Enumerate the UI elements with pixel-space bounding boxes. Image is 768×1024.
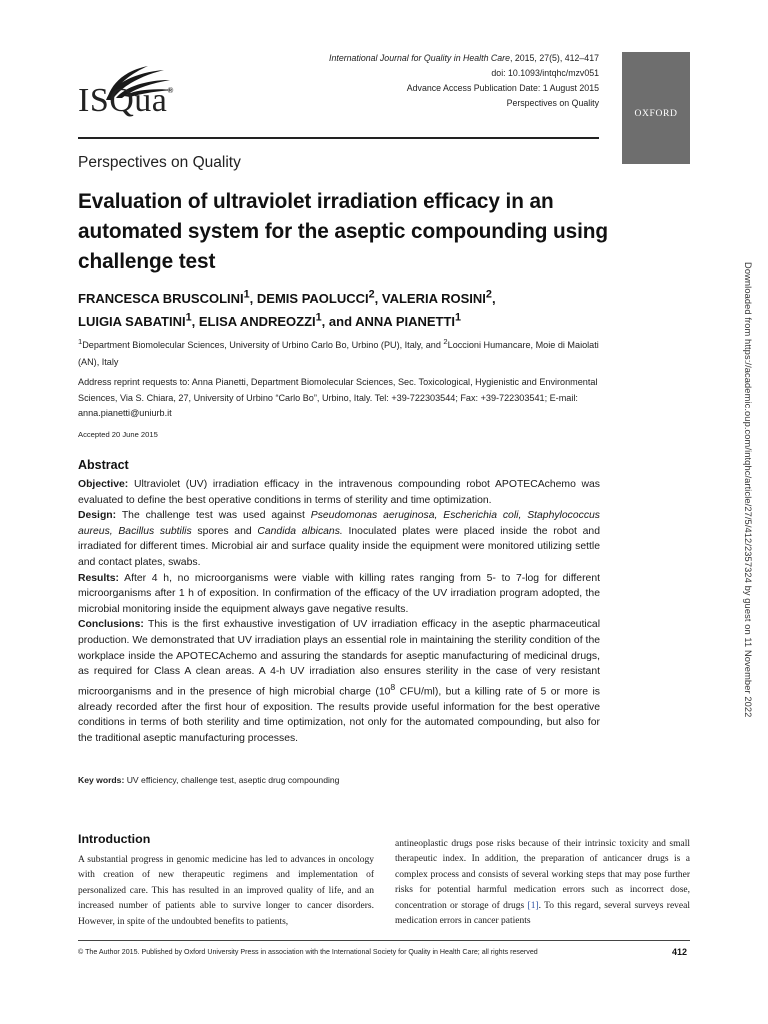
introduction-right-column: antineoplastic drugs pose risks because of their intrinsic toxicity and small therapeutic index. In addition, the preparation of anticancer drugs is a complex process and consists of several working steps that may pose further risks for potential harmful medication errors such as incorrect dose, concentration or storage of drugs [1]. To this regard, several surveys reveal medication errors in cancer patients — [395, 839, 690, 927]
section-label: Perspectives on Quality — [78, 154, 241, 171]
introduction-heading: Introduction — [78, 832, 151, 846]
introduction-left-column: A substantial progress in genomic medicine has led to advances in oncology with creation of new therapeutic regimens and implementation of personalized care. This has resulted in an improved quality of life, and an increased number of patients able to survive longer to cancer disorders. However, in spite of the undoubted benefits to patients, — [78, 855, 374, 927]
author: ELISA ANDREOZZI$^1$, and — [198, 311, 356, 330]
author: ANNA PIANETTI$^1$ — [355, 311, 462, 330]
author: VALERIA ROSINI$^2$, — [381, 289, 496, 307]
reprint-address: Address reprint requests to: Anna Pianetti, Department Biomolecular Sciences, Sec. Toxicological, Hygienistic and Environmental Sciences, Via S. Chiara, 27, University of Urbino “Carlo Bo”, Urbino, Italy. Tel: +39-722303544; Fax: +39-722303541; E-mail: anna.pianetti@uniurb.it — [78, 377, 598, 418]
abstract-conclusions: Conclusions: This is the first exhaustive investigation of UV irradiation efficacy in the aseptic pharmaceutical production. We demonstrated that UV irradiation plays an essential role in maintaining the sterility condition of the workplace inside the APOTECAchemo and assuring the standards for aseptic manufacturing of medicinal drugs, as required for Class A clean areas. A 4-h UV irradiation also ensures sterility in the case of very resistant microorganisms and in the presence of high microbial charge ($10^8$ CFU/ml), but a killing rate of 5 or more is already recorded after the first hour of exposition. The results provide useful information for the best operative conditions in terms of both sterility and time optimization, not only for the automated compounding, but also for the traditional aseptic manufacturing processes. — [78, 619, 600, 744]
doi-link[interactable]: doi: 10.1093/intqhc/mzv051 — [491, 68, 599, 78]
author: LUIGIA SABATINI$^1$, — [78, 311, 199, 330]
reference-link[interactable]: [1] — [527, 900, 539, 911]
journal-citation: , 2015, 27(5), 412–417 — [509, 53, 599, 63]
author: FRANCESCA BRUSCOLINI$^1$, — [78, 289, 257, 307]
abstract-heading: Abstract — [78, 458, 129, 472]
abstract-body — [78, 477, 600, 747]
journal-title: International Journal for Quality in Health Care — [329, 53, 510, 63]
isqua-logo-text: ISQua® — [78, 82, 174, 119]
author: DEMIS PAOLUCCI$^2$, — [256, 289, 382, 307]
page-number: 412 — [672, 947, 688, 957]
abstract-design: Design: The challenge test was used against Pseudomonas aeruginosa, Escherichia coli, Staphylococcus aureus, Bacillus subtilis spores and Candida albicans. Inoculated plates were placed inside the robot and irradiated for different times. Microbial air and surface quality inside the equipment were monitored utilizing settle and contact plates, swabs. — [78, 510, 600, 568]
footer-divider — [78, 940, 690, 941]
advance-access-date: Advance Access Publication Date: 1 August 2015 — [406, 83, 599, 93]
accepted-date: Accepted 20 June 2015 — [78, 430, 158, 439]
keywords: Key words: UV efficiency, challenge test, aseptic drug compounding — [78, 775, 340, 785]
author-list — [78, 286, 598, 332]
journal-section: Perspectives on Quality — [506, 98, 599, 108]
article-title: Evaluation of ultraviolet irradiation efficacy in an automated system for the aseptic compounding using challenge test — [78, 190, 609, 273]
oxford-label: OXFORD — [634, 108, 678, 119]
header-divider — [78, 137, 599, 139]
oxford-publisher-logo — [622, 52, 690, 164]
affiliations: $^1$Department Biomolecular Sciences, University of Urbino Carlo Bo, Urbino (PU), Italy, and $^2$Loccioni Humancare, Moie di Maiolati (AN), Italy — [78, 337, 599, 367]
abstract-results: Results: After 4 h, no microorganisms were viable with killing rates ranging from 5- to 7-log for different microorganisms after 1 h of exposition. In confirmation of the efficacy of the UV irradiation program adopted, the microbial monitoring inside the equipment always gave negative results. — [78, 572, 600, 615]
copyright-notice: © The Author 2015. Published by Oxford University Press in association with the International Society for Quality in Health Care; all rights reserved — [78, 948, 538, 956]
abstract-objective: Objective: Ultraviolet (UV) irradiation efficacy in the intravenous compounding robot APOTECAchemo was evaluated to define the best operative conditions in terms of sterility and time optimization. — [78, 479, 601, 506]
download-watermark: Downloaded from https://academic.oup.com/intqhc/article/27/5/412/2357324 by guest on 11 November 2022 — [743, 262, 753, 718]
journal-meta — [239, 51, 599, 111]
